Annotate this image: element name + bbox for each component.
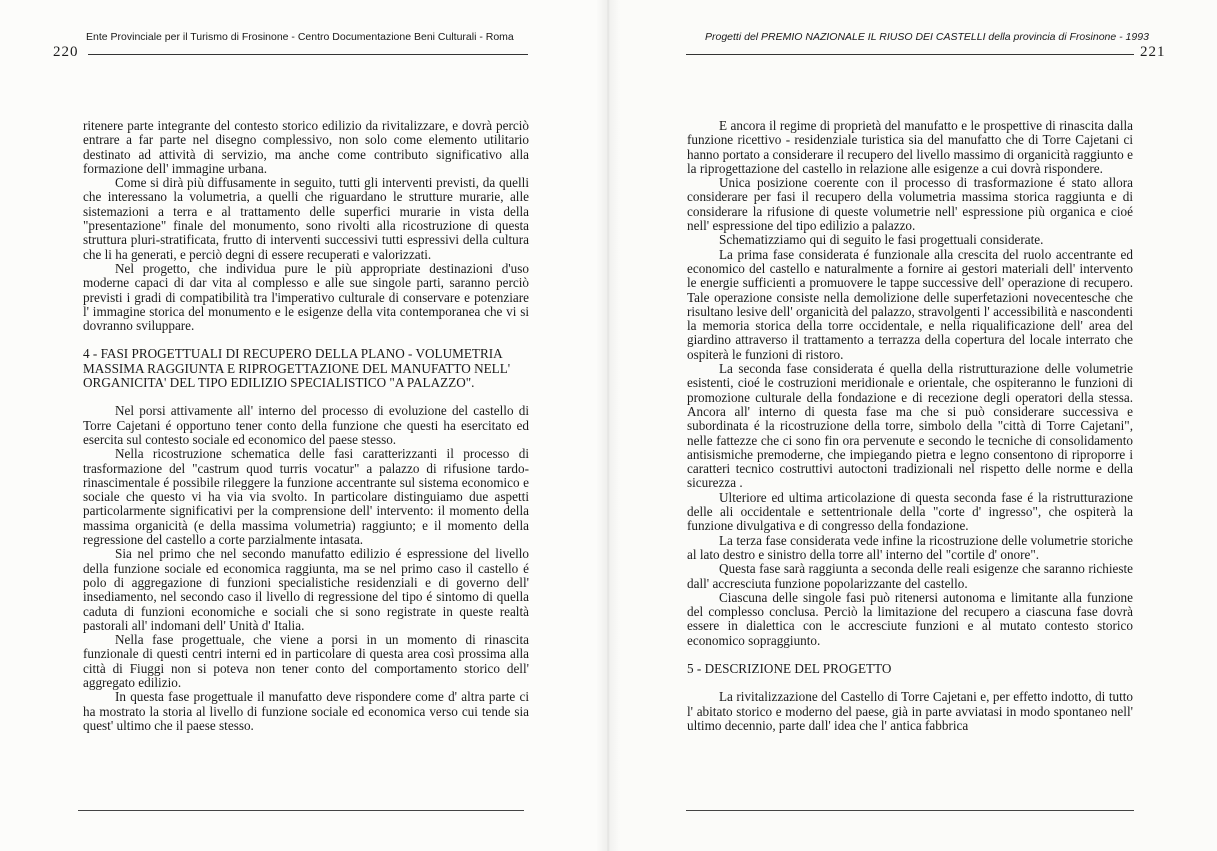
left-page [0, 0, 608, 851]
paragraph-spacer [687, 648, 1133, 662]
paragraph: La prima fase considerata é funzionale alla crescita del ruolo accentrante ed economico del castello e naturalmente a fornire ai gestori materiali dell' intervento le energie sufficienti a promuovere le tappe successive dell' operazione di recupero. Tale operazione consiste nella demolizione delle superfetazioni novecentesche che risultano lesive dell' organicità del palazzo, stravolgenti l' accessibilità e nascondenti la memoria storica della torre occidentale, e nella riqualificazione dell' area del giardino attraverso il trattamento a terrazza della copertura del locale interrato che ospiterà le funzioni di ristoro. [687, 246, 1133, 362]
section-heading: 5 - DESCRIZIONE DEL PROGETTO [687, 660, 892, 676]
paragraph: Questa fase sarà raggiunta a seconda delle reali esigenze che saranno richieste dall' accresciuta funzione popolarizzante del castello. [687, 561, 1133, 591]
paragraph: Come si dirà più diffusamente in seguito, tutti gli interventi previsti, da quelli che interessano la volumetria, a quelli che riguardano le strutture murarie, alle sistemazioni a terra e al trattamento delle superfici murarie in vista della "presentazione" finale del monumento, sono rivolti alla ricostruzione di questa struttura pluri-stratificata, frutto di interventi successivi tutti espressivi della cultura che li ha generati, e perciò degni di essere recuperati e valorizzati. [83, 175, 529, 262]
paragraph: Nella ricostruzione schematica delle fasi caratterizzanti il processo di trasformazione del "castrum quod turris vocatur" a palazzo di rifusione tardo-rinascimentale é possibile rileggere la funzione accentrante sul sistema economico e sociale che questo vi ha via via svolto. In particolare distinguiamo due aspetti particolarmente significativi per la comprensione dell' intervento: il momento della massima organicità (e della massima volumetria) raggiunto; e il momento della regressione del castello a corte parzialmente intasata. [83, 446, 529, 548]
paragraph: Sia nel primo che nel secondo manufatto edilizio é espressione del livello della funzione sociale ed economica raggiunta, ma se nel primo caso il castello é polo di aggregazione di funzioni specialistiche residenziali e di governo dell' insediamento, nel secondo caso il livello di regressione del tipo é sintomo di quella caduta di funzioni economiche e sociali che si sono registrate in queste realtà pastorali all' indomani dell' Unità d' Italia. [83, 546, 529, 633]
paragraph: La seconda fase considerata é quella della ristrutturazione delle volumetrie esistenti, cioé le costruzioni meridionale e orientale, che ospiteranno le funzioni di promozione culturale della fondazione e di recezione degli operatori della stessa. Ancora all' interno di questa fase ma che si può considerare successiva e subordinata é la ricostruzione della torre, simbolo della "città di Torre Cajetani", nelle fattezze che ci sono fin ora pervenute e secondo le tecniche di consolidamento antisismiche premoderne, che impiegando pietra e legno consentono di riproporre i caratteri tecnico costruttivi autoctoni tradizionali nel rispetto delle norme e della sicurezza . [687, 361, 1133, 491]
paragraph-spacer [83, 333, 529, 347]
page-number: 221 [1140, 44, 1166, 60]
paragraph: La rivitalizzazione del Castello di Torre Cajetani e, per effetto indotto, di tutto l' abitato storico e moderno del paese, già in parte avviatasi in modo spontaneo nell' ultimo decennio, parte dall' idea che l' antica fabbrica [687, 689, 1133, 733]
page-number: 220 [53, 44, 79, 60]
paragraph: ritenere parte integrante del contesto storico edilizio da rivitalizzare, e dovrà perciò entrare a far parte nel disegno complessivo, non solo come elemento utilitario destinato ad attività di servizio, ma anche come contributo significativo alla formazione dell' immagine urbana. [83, 118, 529, 176]
body-text [83, 119, 529, 733]
paragraph: Nella fase progettuale, che viene a porsi in un momento di rinascita funzionale di questi centri interni ed in particolare di questa area così prossima alla città di Fiuggi non si poteva non tener conto del comportamento storico dell' aggregato edilizio. [83, 632, 529, 690]
paragraph: E ancora il regime di proprietà del manufatto e le prospettive di rinascita dalla funzione ricettivo - residenziale turistica sia del manufatto che di Torre Cajetani ci hanno portato a considerare il recupero del livello massimo di organicità raggiunto e la riprogettazione del castello in relazione alle esigenze a cui dovrà rispondere. [687, 118, 1133, 176]
running-header: Progetti del PREMIO NAZIONALE IL RIUSO DEI CASTELLI della provincia di Frosinone - 1993 [705, 31, 1149, 43]
header-rule [88, 54, 528, 55]
paragraph: In questa fase progettuale il manufatto deve rispondere come d' altra parte ci ha mostrato la storia al livello di funzione sociale ed economica verso cui tende sia quest' ultimo che il paese stesso. [83, 689, 529, 733]
paragraph: Nel progetto, che individua pure le più appropriate destinazioni d'uso moderne capaci di dar vita al complesso e alle sue singole parti, saranno perciò previsti i gradi di compatibilità tra l'imperativo culturale di conservare e potenziare l' immagine storica del monumento e le esigenze della vita contemporanea che vi si dovranno sviluppare. [83, 260, 529, 334]
paragraph: Ulteriore ed ultima articolazione di questa seconda fase é la ristrutturazione delle ali occidentale e settentrionale della "corte d' ingresso", che ospiterà la funzione divulgativa e di congresso della fondazione. [687, 489, 1133, 534]
footer-rule [78, 810, 524, 811]
right-page [608, 0, 1217, 851]
paragraph: Schematizziamo qui di seguito le fasi progettuali considerate. [719, 232, 1044, 248]
paragraph: Nel porsi attivamente all' interno del processo di evoluzione del castello di Torre Cajetani é opportuno tener conto della funzione che questi ha esercitato ed esercita sul contesto sociale ed economico del paese stesso. [83, 403, 529, 447]
running-header: Ente Provinciale per il Turismo di Frosinone - Centro Documentazione Beni Culturali - Roma [86, 31, 514, 43]
footer-rule [686, 810, 1134, 811]
paragraph-spacer [687, 676, 1133, 690]
book-gutter [596, 0, 620, 851]
paragraph: Unica posizione coerente con il processo di trasformazione é stato allora considerare per fasi il recupero della volumetria massima storica raggiunta e di considerare la rifusione di queste volumetrie nell' espressione più organica e cioé nell' espressione del tipo edilizio a palazzo. [687, 175, 1133, 234]
paragraph: Ciascuna delle singole fasi può ritenersi autonoma e limitante alla funzione del complesso conclusa. Perciò la limitazione del recupero a ciascuna fase dovrà essere in dialettica con le accresciute funzioni e al mutato contesto storico economico sopraggiunto. [687, 589, 1133, 648]
section-heading: 4 - FASI PROGETTUALI DI RECUPERO DELLA PLANO - VOLUMETRIA MASSIMA RAGGIUNTA E RIPROGETTAZIONE DEL MANUFATTO NELL' ORGANICITA' DEL TIPO EDILIZIO SPECIALISTICO "A PALAZZO". [83, 346, 511, 391]
paragraph-spacer [83, 390, 529, 404]
header-rule [686, 54, 1134, 55]
paragraph: La terza fase considerata vede infine la ricostruzione delle volumetrie storiche al lato destro e sinistro della torre all' interno del "cortile d' onore". [687, 532, 1133, 562]
body-text [687, 119, 1133, 733]
